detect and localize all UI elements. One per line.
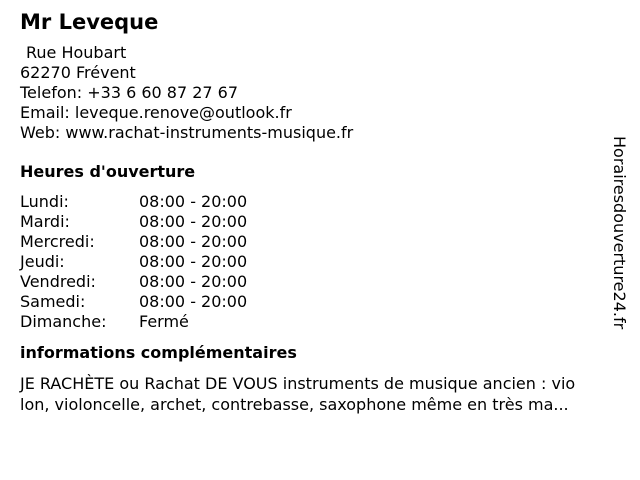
contact-block <box>20 43 620 143</box>
hours-row-thursday <box>20 252 620 272</box>
day-label: Jeudi: <box>20 252 65 271</box>
time-range: 08:00 - 20:00 <box>139 232 248 251</box>
time-range: 08:00 - 20:00 <box>139 192 248 211</box>
opening-hours-heading: Heures d'ouverture <box>20 162 196 181</box>
hours-row-saturday <box>20 292 620 312</box>
hours-row-friday <box>20 272 620 292</box>
street-address: Rue Houbart <box>26 43 127 62</box>
email-line: Email: leveque.renove@outlook.fr <box>20 103 292 122</box>
time-range: 08:00 - 20:00 <box>139 292 248 311</box>
phone-line: Telefon: +33 6 60 87 27 67 <box>20 83 239 102</box>
day-label: Mardi: <box>20 212 70 231</box>
web-line: Web: www.rachat-instruments-musique.fr <box>20 123 354 142</box>
additional-info-text: JE RACHÈTE ou Rachat DE VOUS instruments de musique ancien : vio lon, violoncelle, archet, contrebasse, saxophone même en très ma... <box>20 374 576 414</box>
day-label: Mercredi: <box>20 232 95 251</box>
day-label: Samedi: <box>20 292 86 311</box>
day-label: Dimanche: <box>20 312 107 331</box>
day-label: Lundi: <box>20 192 69 211</box>
business-name: Mr Leveque <box>20 10 159 34</box>
site-watermark: Horairesdouverture24.fr <box>610 136 629 330</box>
time-range: Fermé <box>139 312 189 331</box>
hours-row-tuesday <box>20 212 620 232</box>
city-postcode: 62270 Frévent <box>20 63 136 82</box>
hours-row-monday <box>20 192 620 212</box>
time-range: 08:00 - 20:00 <box>139 272 248 291</box>
hours-row-wednesday <box>20 232 620 252</box>
hours-row-sunday <box>20 312 620 332</box>
time-range: 08:00 - 20:00 <box>139 252 248 271</box>
day-label: Vendredi: <box>20 272 96 291</box>
additional-info-heading: informations complémentaires <box>20 343 297 362</box>
business-card <box>20 8 620 415</box>
time-range: 08:00 - 20:00 <box>139 212 248 231</box>
opening-hours-table <box>20 192 620 332</box>
